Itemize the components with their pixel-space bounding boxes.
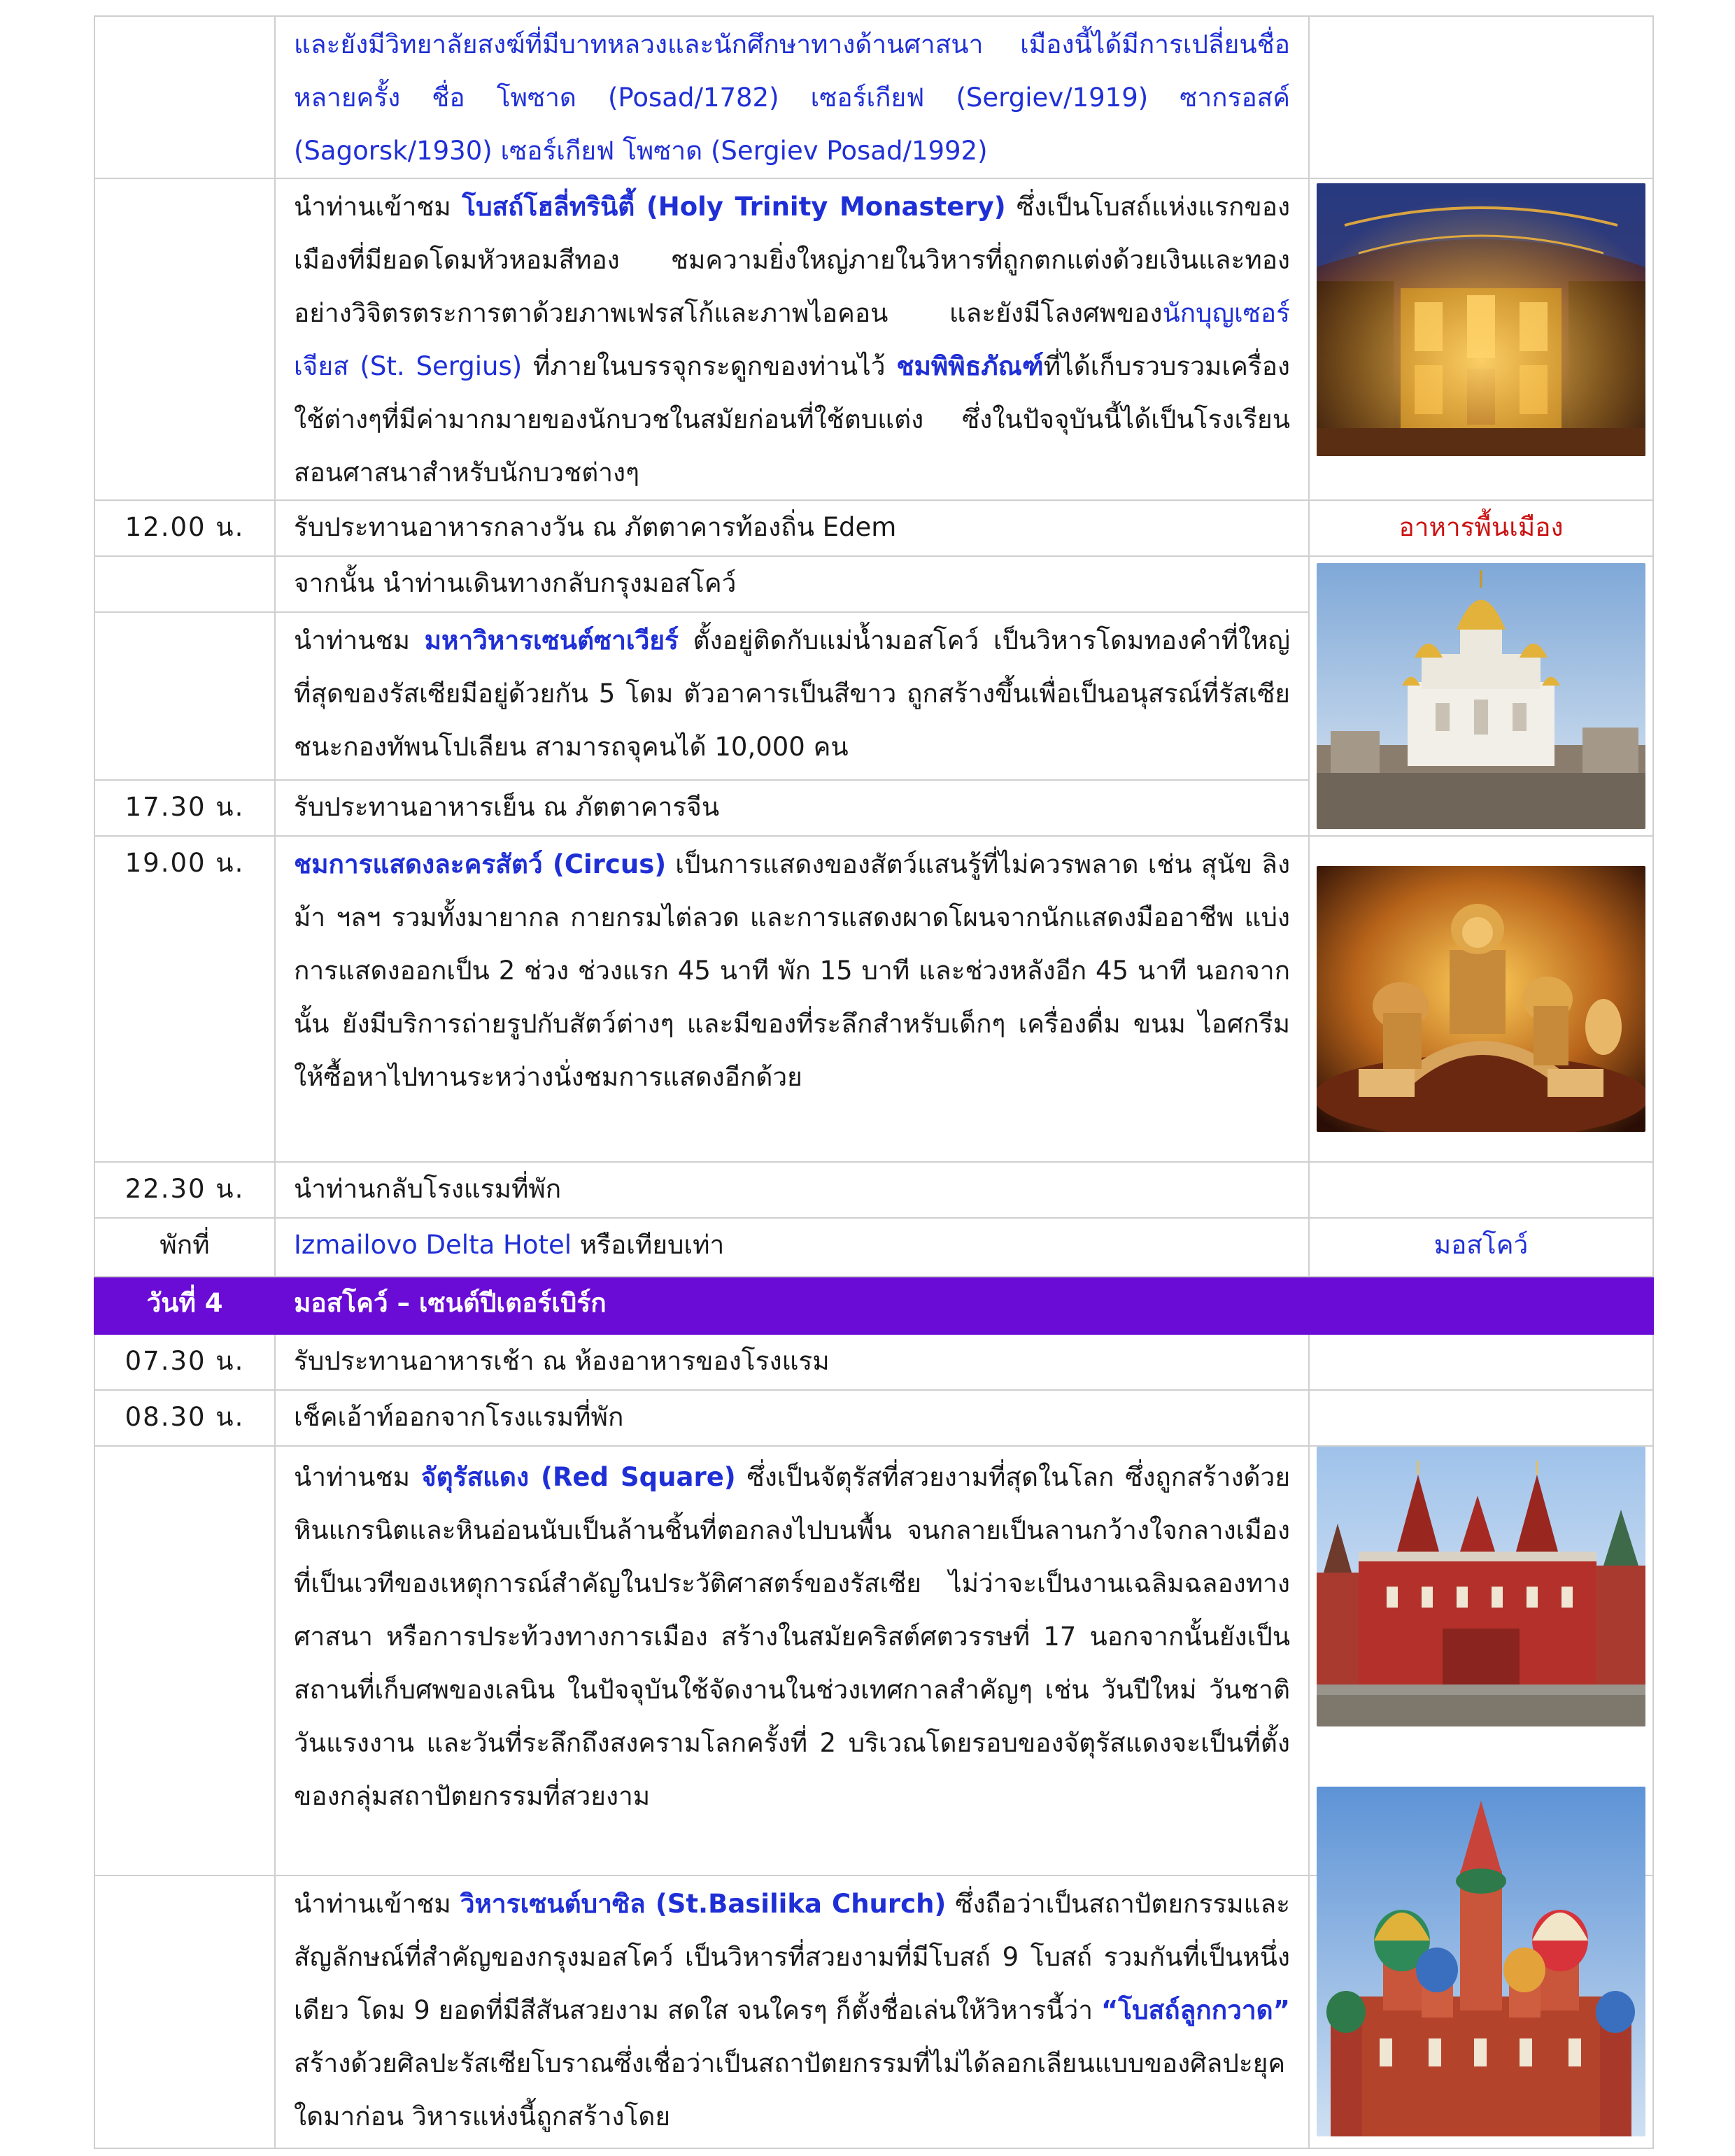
itinerary-row: [94, 1875, 1653, 2148]
image-cell: [1309, 178, 1653, 500]
place-name: ชมการแสดงละครสัตว์ (Circus): [294, 849, 667, 879]
day-label: วันที่ 4: [94, 1277, 275, 1334]
description-cell: เช็คเอ้าท์ออกจากโรงแรมที่พัก: [275, 1390, 1309, 1446]
time-cell: 19.00 น.: [94, 836, 275, 1162]
description-cell: Izmailovo Delta Hotel หรือเทียบเท่า: [275, 1218, 1309, 1277]
place-name: นักบุญเซอร์เจียส (St. Sergius): [294, 298, 1290, 381]
description-cell: ชมการแสดงละครสัตว์ (Circus) เป็นการแสดงของสัตว์แสนรู้ที่ไม่ควรพลาด เช่น สุนัข ลิง ม้า ฯลฯ รวมทั้งมายากล กายกรมไต่ลวด และการแสดงผาดโผนจากนักแสดงมืออาชีพ แบ่งการแสดงออกเป็น 2 ช่วง ช่วงแรก 45 นาที พัก 15 บาที และช่วงหลังอีก 45 นาที นอกจากนั้น ยังมีบริการถ่ายรูปกับสัตว์ต่างๆ และมีของที่ระลึกสำหรับเด็กๆ เครื่องดื่ม ขนม ไอศกรีม ให้ซื้อหาไปทานระหว่างนั่งชมการแสดงอีกด้วย: [275, 836, 1309, 1162]
circus-lions-photo: [1317, 866, 1645, 1132]
image-cell: [1309, 1334, 1653, 1390]
itinerary-row: [94, 16, 1653, 178]
time-cell: 07.30 น.: [94, 1334, 275, 1390]
description-cell: จากนั้น นำท่านเดินทางกลับกรุงมอสโคว์: [275, 556, 1309, 612]
itinerary-row: [94, 556, 1653, 612]
time-cell: [94, 612, 275, 780]
description-cell: นำท่านกลับโรงแรมที่พัก: [275, 1162, 1309, 1218]
place-name: โบสถ์โฮลี่ทรินิตี้ (Holy Trinity Monastery): [462, 192, 1006, 222]
time-cell: 17.30 น.: [94, 780, 275, 836]
nickname: “โบสถ์ลูกกวาด”: [1100, 1995, 1290, 2025]
time-cell: 22.30 น.: [94, 1162, 275, 1218]
meal-note: อาหารพื้นเมือง: [1309, 500, 1653, 556]
day-title: มอสโคว์ – เซนต์ปีเตอร์เบิร์ก: [275, 1277, 1653, 1334]
itinerary-row: [94, 500, 1653, 556]
monastery-interior-photo: [1317, 183, 1645, 456]
time-cell: [94, 1875, 275, 2148]
place-name: ชมพิพิธภัณฑ์: [896, 351, 1044, 381]
itinerary-row: [94, 178, 1653, 500]
time-cell: 12.00 น.: [94, 500, 275, 556]
day-header: [94, 1277, 1653, 1334]
place-name: จัตุรัสแดง (Red Square): [420, 1462, 736, 1492]
itinerary-row: [94, 1390, 1653, 1446]
itinerary-row: [94, 836, 1653, 1162]
place-name: วิหารเซนต์บาซิล (St.Basilika Church): [460, 1889, 947, 1919]
description-cell: นำท่านเข้าชม วิหารเซนต์บาซิล (St.Basilika Church) ซึ่งถือว่าเป็นสถาปัตยกรรมและสัญลักษณ์ที่สำคัญของกรุงมอสโคว์ เป็นวิหารที่สวยงามที่มีโบสถ์ 9 โบสถ์ รวมกันที่เป็นหนึ่งเดียว โดม 9 ยอดที่มีสีสันสวยงาม สดใส จนใครๆ ก็ตั้งชื่อเล่นให้วิหารนี้ว่า “โบสถ์ลูกกวาด” สร้างด้วยศิลปะรัสเซียโบราณซึ่งเชื่อว่าเป็นสถาปัตยกรรมที่ไม่ได้ลอกเลียนแบบของศิลปะยุคใดมาก่อน วิหารแห่งนี้ถูกสร้างโดย: [275, 1875, 1309, 2148]
description-cell: รับประทานอาหารเช้า ณ ห้องอาหารของโรงแรม: [275, 1334, 1309, 1390]
time-cell: [94, 178, 275, 500]
itinerary-row: [94, 1218, 1653, 1277]
image-cell: [1309, 1875, 1653, 2148]
cathedral-christ-saviour-photo: [1317, 563, 1645, 829]
description-cell: นำท่านชม มหาวิหารเซนต์ซาเวียร์ ตั้งอยู่ติดกับแม่น้ำมอสโคว์ เป็นวิหารโดมทองคำที่ใหญ่ที่สุดของรัสเซียมีอยู่ด้วยกัน 5 โดม ตัวอาคารเป็นสีขาว ถูกสร้างขึ้นเพื่อเป็นอนุสรณ์ที่รัสเซียชนะกองทัพนโปเลียน สามารถจุคนได้ 10,000 คน: [275, 612, 1309, 780]
time-cell: [94, 556, 275, 612]
itinerary-row: [94, 1334, 1653, 1390]
image-cell: [1309, 1390, 1653, 1446]
city-note: มอสโคว์: [1309, 1218, 1653, 1277]
time-cell: พักที่: [94, 1218, 275, 1277]
st-basil-cathedral-photo: [1317, 1787, 1645, 2136]
description-cell: นำท่านชม จัตุรัสแดง (Red Square) ซึ่งเป็นจัตุรัสที่สวยงามที่สุดในโลก ซึ่งถูกสร้างด้วยหินแกรนิตและหินอ่อนนับเป็นล้านชิ้นที่ตอกลงไปบนพื้น จนกลายเป็นลานกว้างใจกลางเมือง ที่เป็นเวทีของเหตุการณ์สำคัญในประวัติศาสตร์ของรัสเซีย ไม่ว่าจะเป็นงานเฉลิมฉลองทางศาสนา หรือการประท้วงทางการเมือง สร้างในสมัยคริสต์ศตวรรษที่ 17 นอกจากนั้นยังเป็นสถานที่เก็บศพของเลนิน ในปัจจุบันใช้จัดงานในช่วงเทศกาลสำคัญๆ เช่น วันปีใหม่ วันชาติ วันแรงงาน และวันที่ระลึกถึงสงครามโลกครั้งที่ 2 บริเวณโดยรอบของจัตุรัสแดงจะเป็นที่ตั้งของกลุ่มสถาปัตยกรรมที่สวยงาม: [275, 1446, 1309, 1875]
itinerary-row: [94, 1162, 1653, 1218]
itinerary-table: [94, 15, 1654, 2149]
description-cell: รับประทานอาหารกลางวัน ณ ภัตตาคารท้องถิ่น Edem: [275, 500, 1309, 556]
image-cell: [1309, 836, 1653, 1162]
hotel-name: Izmailovo Delta Hotel: [294, 1230, 572, 1260]
time-cell: [94, 1446, 275, 1875]
description-cell: นำท่านเข้าชม โบสถ์โฮลี่ทรินิตี้ (Holy Trinity Monastery) ซึ่งเป็นโบสถ์แห่งแรกของเมืองที่มียอดโดมหัวหอมสีทอง ชมความยิ่งใหญ่ภายในวิหารที่ถูกตกแต่งด้วยเงินและทองอย่างวิจิตรตระการตาด้วยภาพเฟรสโก้และภาพไอคอน และยังมีโลงศพของนักบุญเซอร์เจียส (St. Sergius) ที่ภายในบรรจุกระดูกของท่านไว้ ชมพิพิธภัณฑ์ที่ได้เก็บรวบรวมเครื่องใช้ต่างๆที่มีค่ามากมายของนักบวชในสมัยก่อนที่ใช้ตบแต่ง ซึ่งในปัจจุบันนี้ได้เป็นโรงเรียนสอนศาสนาสำหรับนักบวชต่างๆ: [275, 178, 1309, 500]
image-cell: [1309, 16, 1653, 178]
image-cell: [1309, 1162, 1653, 1218]
description-cell: รับประทานอาหารเย็น ณ ภัตตาคารจีน: [275, 780, 1309, 836]
time-cell: 08.30 น.: [94, 1390, 275, 1446]
image-cell: [1309, 556, 1653, 836]
time-cell: [94, 16, 275, 178]
place-name: มหาวิหารเซนต์ซาเวียร์: [424, 625, 679, 655]
red-square-museum-photo: [1317, 1447, 1645, 1726]
description-cell: และยังมีวิทยาลัยสงฆ์ที่มีบาทหลวงและนักศึกษาทางด้านศาสนา เมืองนี้ได้มีการเปลี่ยนชื่อหลายครั้ง ชื่อ โพซาด (Posad/1782) เซอร์เกียฟ (Sergiev/1919) ซากรอสค์ (Sagorsk/1930) เซอร์เกียฟ โพซาด (Sergiev Posad/1992): [275, 16, 1309, 178]
